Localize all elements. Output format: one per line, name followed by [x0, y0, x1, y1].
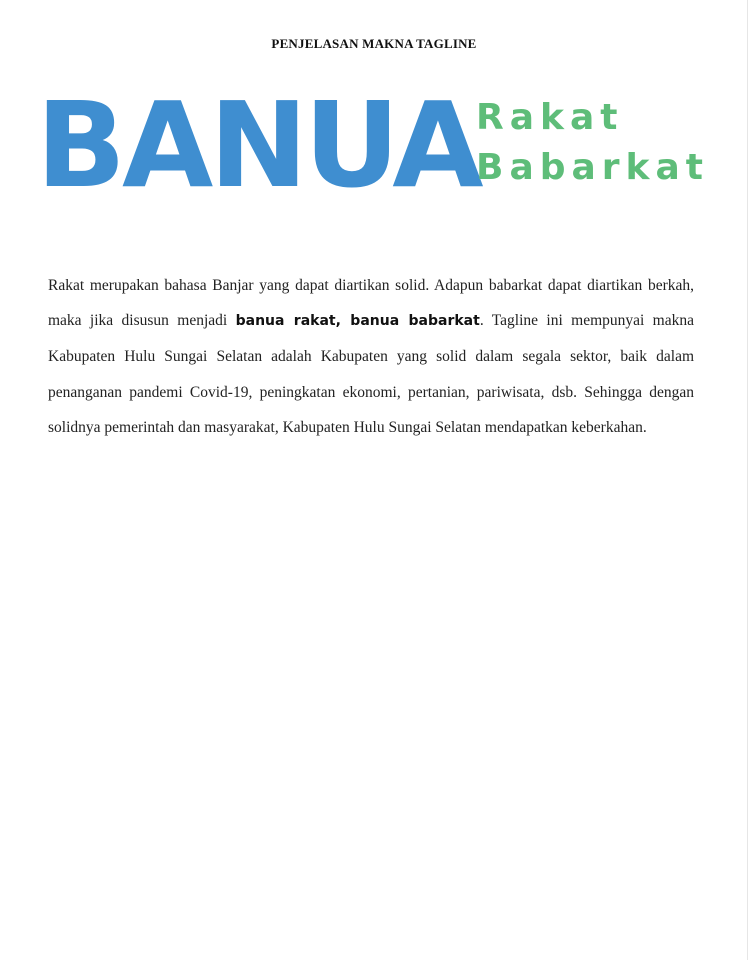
logo-main-text: BANUA: [36, 76, 480, 214]
document-title: PENJELASAN MAKNA TAGLINE: [271, 36, 477, 51]
banua-logo: [36, 76, 709, 214]
logo-tagline-babarkat: Babarkat: [476, 147, 709, 188]
logo-tagline-rakat: Rakat: [476, 97, 624, 138]
paragraph-text-part1: Rakat merupakan bahasa Banjar yang dapat diartikan solid. Adapun babarkat dapat diartikan berkah, maka jika disusun menjadi: [48, 276, 694, 329]
tagline-explanation-paragraph: [48, 268, 694, 446]
paragraph-bold-tagline: banua rakat, banua babarkat: [235, 312, 480, 329]
paragraph-text-part2: . Tagline ini mempunyai makna Kabupaten Hulu Sungai Selatan adalah Kabupaten yang solid dalam segala sektor, baik dalam penanganan pandemi Covid-19, peningkatan ekonomi, pertanian, pariwisata, dsb. Sehingga dengan solidnya pemerintah dan masyarakat, Kabupaten Hulu Sungai Selatan mendapatkan keberkahan.: [48, 311, 694, 437]
